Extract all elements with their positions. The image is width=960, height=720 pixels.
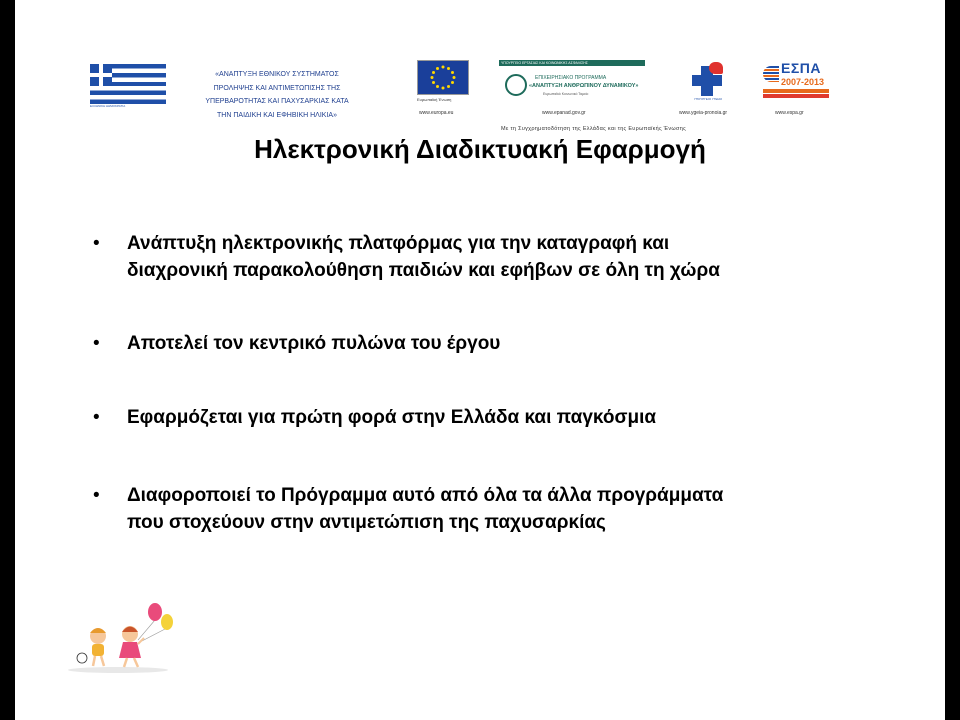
bullet-text: Ανάπτυξη ηλεκτρονικής πλατφόρμας για την καταγραφή και διαχρονική παρακολούθηση παιδιών και εφήβων σε όλη τη χώρα <box>127 233 720 281</box>
espa-swoosh-icon <box>763 66 779 82</box>
program-line: «ΑΝΑΠΤΥΞΗ ΕΘΝΙΚΟΥ ΣΥΣΤΗΜΑΤΟΣ <box>215 71 339 78</box>
bullet-text: Αποτελεί τον κεντρικό πυλώνα του έργου <box>127 333 501 354</box>
bullet-marker: • <box>93 233 100 254</box>
slide <box>15 0 945 720</box>
espa-logo <box>763 60 833 104</box>
bullet-marker: • <box>93 407 100 428</box>
eu-url: www.europa.eu <box>419 110 454 116</box>
greek-flag-logo <box>90 64 166 108</box>
program-title-block <box>182 68 372 122</box>
operational-program-logo <box>499 60 645 104</box>
eu-flag-icon <box>417 60 469 95</box>
bullet-item <box>93 482 723 536</box>
greek-flag-caption: ΕΛΛΗΝΙΚΗ ΔΗΜΟΚΡΑΤΙΑ <box>90 104 126 108</box>
ministry-url: www.ygeia-pronoia.gr <box>679 110 728 116</box>
program-line: ΠΡΟΛΗΨΗΣ ΚΑΙ ΑΝΤΙΜΕΤΩΠΙΣΗΣ ΤΗΣ <box>213 84 341 92</box>
eu-caption: Ευρωπαϊκή Ένωση <box>417 97 452 102</box>
op-line3: Ευρωπαϊκό Κοινωνικό Ταμείο <box>543 92 589 96</box>
kids-balloons-illustration <box>60 600 180 675</box>
ministry-caption: ΥΠΟΥΡΓΕΙΟ ΥΓΕΙΑΣ <box>693 97 723 101</box>
program-line: ΥΠΕΡΒΑΡΟΤΗΤΑΣ ΚΑΙ ΠΑΧΥΣΑΡΚΙΑΣ ΚΑΤΑ <box>205 98 349 105</box>
slide-title: Ηλεκτρονική Διαδικτυακή Εφαρμογή <box>254 134 706 164</box>
bullet-marker: • <box>93 485 100 506</box>
bullet-marker: • <box>93 333 100 354</box>
espa-title: ΕΣΠΑ <box>781 60 821 76</box>
program-line: ΤΗΝ ΠΑΙΔΙΚΗ ΚΑΙ ΕΦΗΒΙΚΗ ΗΛΙΚΙΑ» <box>217 111 337 119</box>
ministry-of-health-logo <box>689 60 727 102</box>
bullet-item <box>93 330 500 357</box>
bullet-text: Διαφοροποιεί το Πρόγραμμα αυτό από όλα τα άλλα προγράμματα που στοχεύουν στην αντιμετώπιση της παχυσαρκίας <box>127 485 724 533</box>
espa-years: 2007-2013 <box>781 77 825 87</box>
bullet-item <box>93 230 720 284</box>
espa-url: www.espa.gr <box>775 110 804 116</box>
bullet-text: Εφαρμόζεται για πρώτη φορά στην Ελλάδα και παγκόσμια <box>127 407 657 428</box>
op-topbar: ΥΠΟΥΡΓΕΙΟ ΕΡΓΑΣΙΑΣ ΚΑΙ ΚΟΙΝΩΝΙΚΗΣ ΑΣΦΑΛΙΣΗΣ <box>499 60 645 66</box>
heart-icon <box>709 62 723 74</box>
op-line2: «ΑΝΑΠΤΥΞΗ ΑΝΘΡΩΠΙΝΟΥ ΔΥΝΑΜΙΚΟΥ» <box>529 83 639 89</box>
op-url: www.epanad.gov.gr <box>542 110 586 116</box>
cofunding-text: Με τη Συγχρηματοδότηση της Ελλάδας και της Ευρωπαϊκής Ένωσης <box>501 126 687 132</box>
bullet-item <box>93 404 656 431</box>
op-line1: ΕΠΙΧΕΙΡΗΣΙΑΚΟ ΠΡΟΓΡΑΜΜΑ <box>535 75 607 81</box>
op-emblem-icon <box>505 74 527 96</box>
